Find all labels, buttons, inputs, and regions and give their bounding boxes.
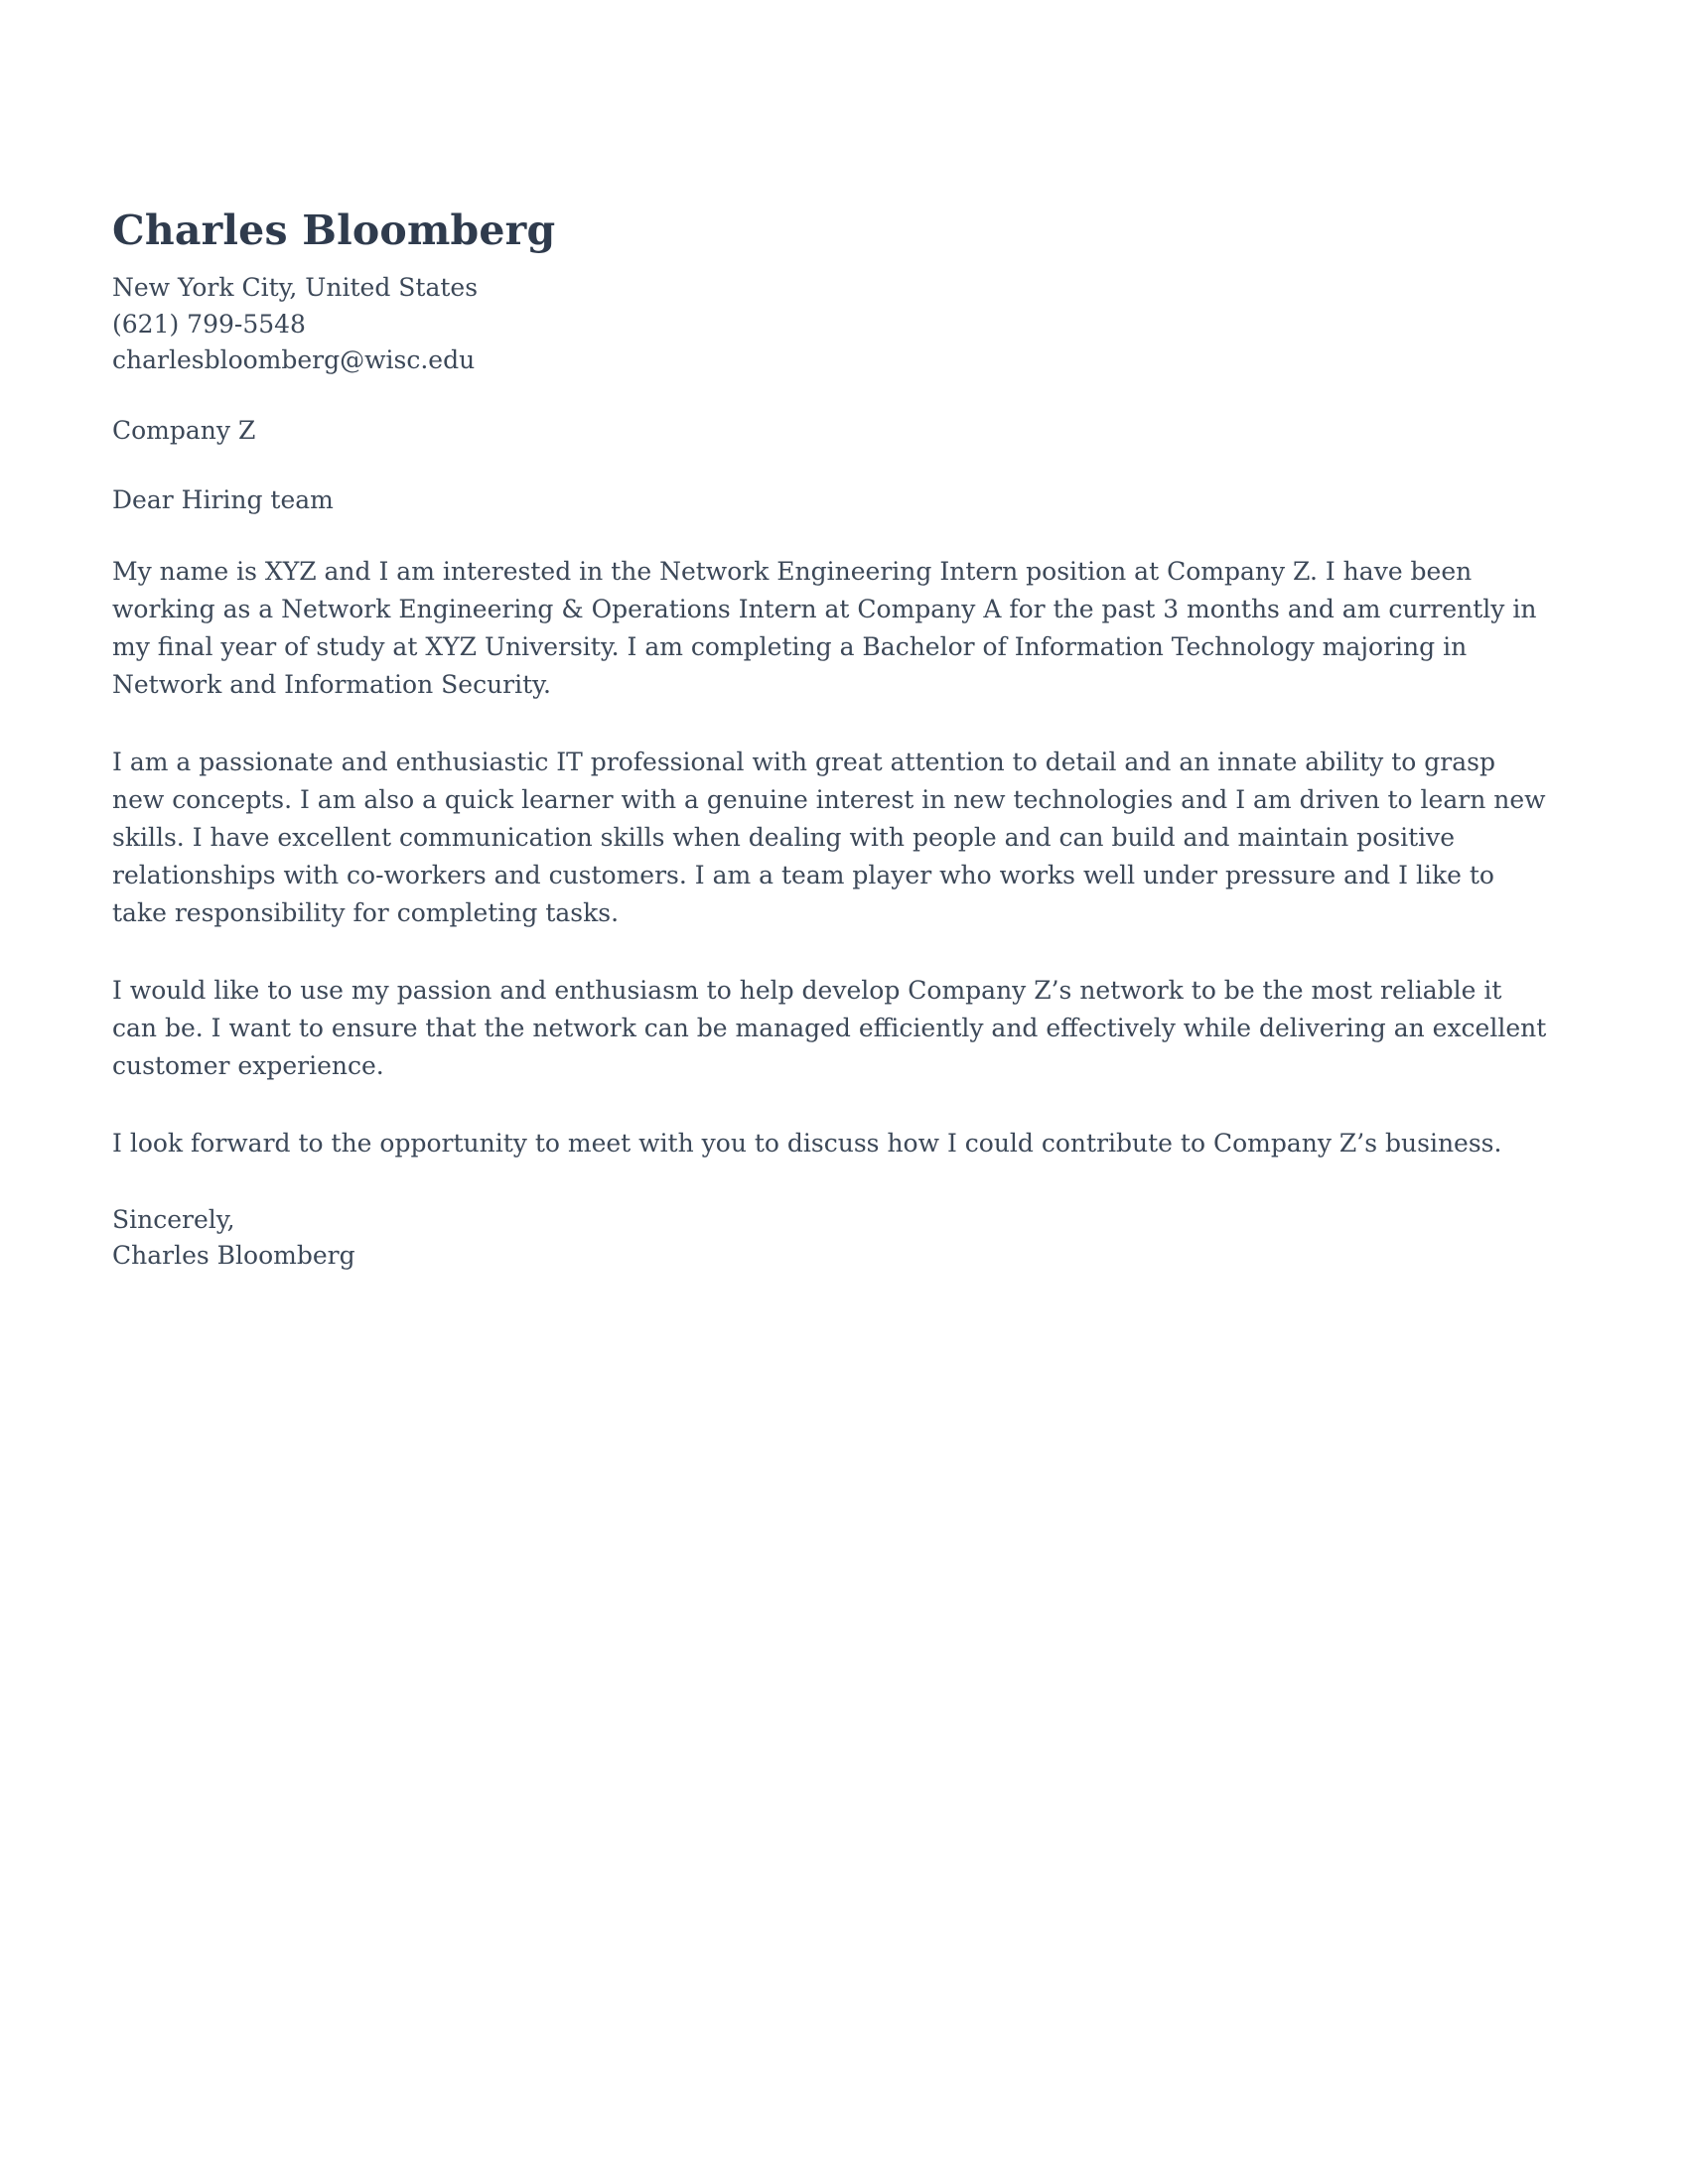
spacer bbox=[112, 1085, 1562, 1125]
page-title: Charles Bloomberg bbox=[112, 206, 556, 254]
contact-location: New York City, United States bbox=[112, 273, 479, 303]
contact-email: charlesbloomberg@wisc.edu bbox=[112, 345, 476, 375]
spacer bbox=[112, 519, 1562, 553]
spacer bbox=[112, 704, 1562, 744]
body-paragraph: I would like to use my passion and enthusiasm to help develop Company Z’s network to be the most reliable it can be. I want to ensure that the network can be managed efficiently and effectively while delivering an excellent customer experience. bbox=[112, 975, 1547, 1080]
recipient-company: Company Z bbox=[112, 415, 256, 445]
spacer bbox=[112, 379, 1562, 413]
letter-content bbox=[112, 206, 1562, 1275]
body-paragraph: My name is XYZ and I am interested in the Network Engineering Intern position at Company Z. I have been working as a Network Engineering & Operations Intern at Company A for the past 3 months and am currently in my final year of study at XYZ University. I am completing a Bachelor of Information Technology majoring in Network and Information Security. bbox=[112, 556, 1537, 699]
spacer bbox=[112, 449, 1562, 482]
valediction: Sincerely, bbox=[112, 1204, 235, 1234]
contact-phone: (621) 799-5548 bbox=[112, 309, 306, 339]
spacer bbox=[112, 1162, 1562, 1202]
signature-name: Charles Bloomberg bbox=[112, 1241, 355, 1271]
contact-block bbox=[112, 270, 1562, 379]
salutation: Dear Hiring team bbox=[112, 485, 334, 515]
body-paragraph: I am a passionate and enthusiastic IT professional with great attention to detail and an innate ability to grasp new concepts. I am also a quick learner with a genuine interest in new technologies and I am driven to learn new skills. I have excellent communication skills when dealing with people and can build and maintain positive relationships with co-workers and customers. I am a team player who works well under pressure and I like to take responsibility for completing tasks. bbox=[112, 747, 1546, 927]
body-paragraph: I look forward to the opportunity to meet with you to discuss how I could contribute to Company Z’s business. bbox=[112, 1128, 1502, 1158]
spacer bbox=[112, 932, 1562, 972]
